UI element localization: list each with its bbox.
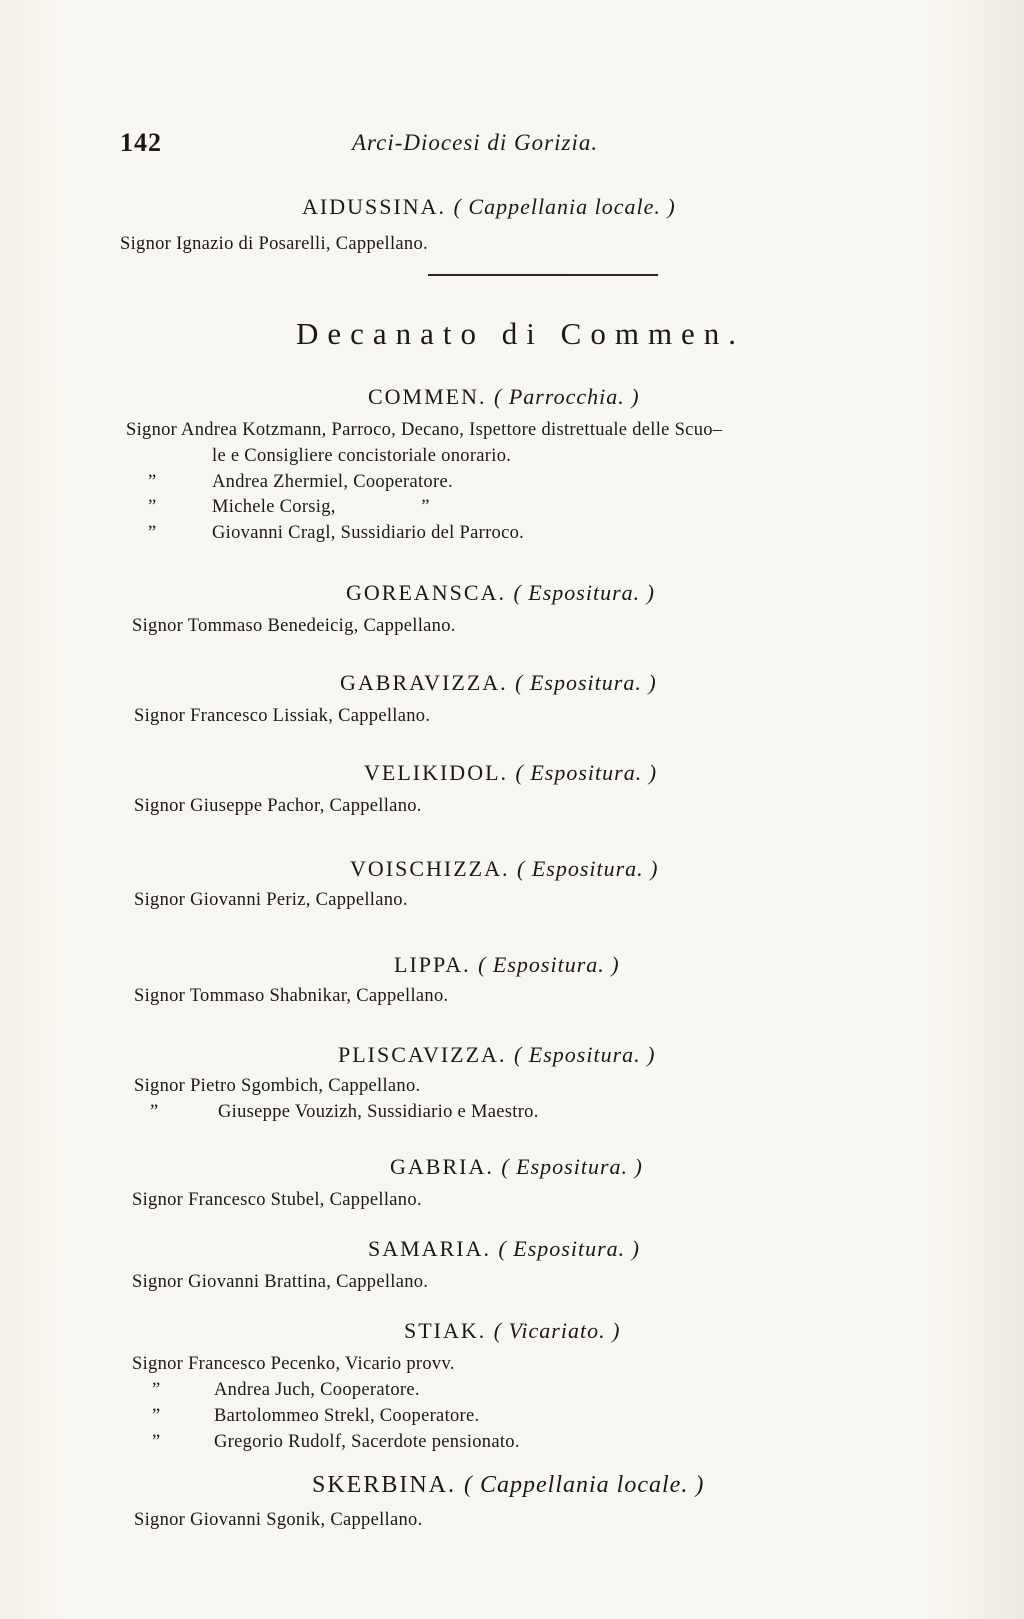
clergy-line: Signor Giovanni Sgonik, Cappellano. [134, 1510, 423, 1530]
clergy-line: Signor Pietro Sgombich, Cappellano. [134, 1076, 421, 1096]
place-kind: ( Espositura. ) [515, 670, 657, 695]
place-kind: ( Parrocchia. ) [494, 384, 640, 409]
ditto-mark: ” [152, 1380, 161, 1400]
ditto-mark: ” [148, 497, 157, 517]
place-name: STIAK. [404, 1318, 487, 1343]
place-name: VOISCHIZZA. [350, 856, 510, 881]
entry-title [394, 952, 620, 978]
entry-title [368, 1236, 640, 1262]
entry-title [350, 856, 659, 882]
running-title: Arci-Diocesi di Gorizia. [352, 130, 599, 155]
place-kind: ( Espositura. ) [517, 856, 659, 881]
clergy-line: ” Andrea Zhermiel, Cooperatore. [148, 472, 453, 492]
ditto-mark: ” [421, 497, 430, 517]
place-kind: ( Espositura. ) [478, 952, 620, 977]
entry-title [340, 670, 657, 696]
clergy-line: Signor Ignazio di Posarelli, Cappellano. [120, 234, 428, 254]
clergy-line: Signor Francesco Pecenko, Vicario provv. [132, 1354, 455, 1374]
place-kind: ( Espositura. ) [513, 580, 655, 605]
section-divider [428, 274, 658, 276]
ditto-mark: ” [148, 472, 157, 492]
place-name: AIDUSSINA. [302, 194, 447, 219]
entry-title [346, 580, 655, 606]
clergy-line: ” Giuseppe Vouzizh, Sussidiario e Maestro. [150, 1102, 539, 1122]
place-name: VELIKIDOL. [364, 760, 509, 785]
clergy-line: ” Andrea Juch, Cooperatore. [152, 1380, 420, 1400]
entry-title [404, 1318, 620, 1344]
deanery-heading: Decanato di Commen. [296, 316, 746, 351]
page-header [120, 128, 940, 168]
place-kind: ( Espositura. ) [515, 760, 658, 785]
place-kind: ( Vicariato. ) [493, 1318, 621, 1343]
place-kind: ( Espositura. ) [501, 1154, 643, 1179]
entry-title [368, 384, 640, 410]
clergy-line: Signor Tommaso Benedeicig, Cappellano. [132, 616, 456, 636]
clergy-line: Signor Francesco Lissiak, Cappellano. [134, 706, 431, 726]
clergy-line: ” Michele Corsig, ” [148, 497, 430, 517]
clergy-line: Signor Giuseppe Pachor, Cappellano. [134, 796, 422, 816]
entry-title [302, 194, 676, 220]
place-name: LIPPA. [394, 952, 471, 977]
entry-title [312, 1472, 704, 1499]
place-kind: ( Cappellania locale. ) [464, 1472, 705, 1498]
place-name: GABRAVIZZA. [340, 670, 508, 695]
place-name: PLISCAVIZZA. [338, 1042, 507, 1067]
page-number: 142 [120, 128, 162, 157]
clergy-line: ” Gregorio Rudolf, Sacerdote pensionato. [152, 1432, 520, 1452]
place-kind: ( Espositura. ) [498, 1236, 640, 1261]
ditto-mark: ” [152, 1406, 161, 1426]
place-name: GABRIA. [390, 1154, 494, 1179]
entry-title [390, 1154, 643, 1180]
place-name: COMMEN. [368, 384, 487, 409]
clergy-line: Signor Tommaso Shabnikar, Cappellano. [134, 986, 449, 1006]
ditto-mark: ” [148, 523, 157, 543]
clergy-line: Signor Giovanni Brattina, Cappellano. [132, 1272, 429, 1292]
clergy-line: le e Consigliere concistoriale onorario. [212, 446, 512, 466]
clergy-line: Signor Francesco Stubel, Cappellano. [132, 1190, 422, 1210]
place-kind: ( Espositura. ) [513, 1042, 656, 1067]
place-name: GOREANSCA. [346, 580, 506, 605]
entry-title [338, 1042, 655, 1068]
entry-title [364, 760, 657, 786]
place-kind: ( Cappellania locale. ) [453, 194, 676, 219]
ditto-mark: ” [152, 1432, 161, 1452]
clergy-line: Signor Andrea Kotzmann, Parroco, Decano, Ispettore distrettuale delle Scuo– [126, 420, 723, 440]
place-name: SKERBINA. [312, 1472, 457, 1498]
clergy-line: Signor Giovanni Periz, Cappellano. [134, 890, 408, 910]
ditto-mark: ” [150, 1102, 159, 1122]
clergy-line: ” Bartolommeo Strekl, Cooperatore. [152, 1406, 480, 1426]
place-name: SAMARIA. [368, 1236, 491, 1261]
clergy-line: ” Giovanni Cragl, Sussidiario del Parroco. [148, 523, 525, 543]
